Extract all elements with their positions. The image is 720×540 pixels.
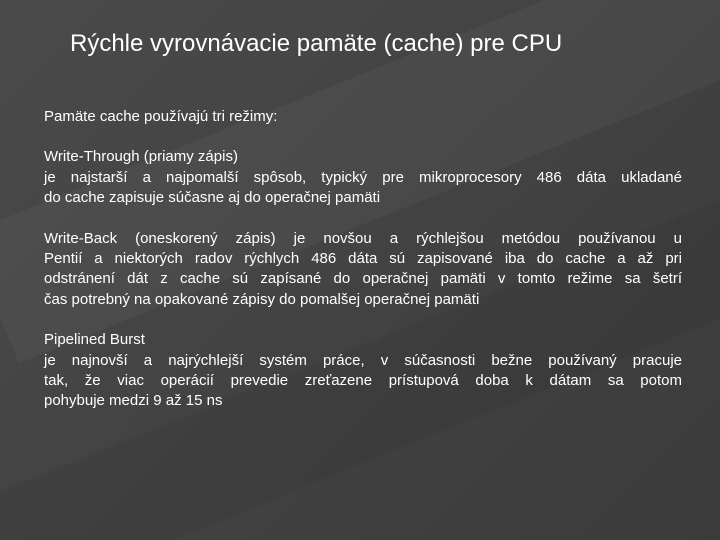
mode-line: Pentií a niektorých radov rýchlych 486 dáta sú zapisované iba do cache a až pri [44, 250, 682, 268]
mode-line: Write-Back (oneskorený zápis) je novšou a rýchlejšou metódou používanou u [44, 229, 682, 247]
slide-title: Rýchle vyrovnávacie pamäte (cache) pre CPU [70, 30, 563, 57]
mode-heading: Write-Through (priamy zápis) [44, 148, 238, 166]
mode-line: pohybuje medzi 9 až 15 ns [44, 392, 223, 410]
mode-line: čas potrebný na opakované zápisy do pomalšej operačnej pamäti [44, 290, 480, 308]
mode-line: do cache zapisuje súčasne aj do operačnej pamäti [44, 189, 381, 207]
mode-heading: Pipelined Burst [44, 331, 145, 349]
mode-pipelined-burst [44, 330, 682, 412]
mode-line: odstránení dát z cache sú zapísané do operačnej pamäti v tomto režime sa šetrí [44, 270, 682, 288]
slide-body [44, 107, 682, 412]
intro-text: Pamäte cache používajú tri režimy: [44, 108, 278, 125]
mode-write-back [44, 229, 682, 311]
mode-line: je najnovší a najrýchlejší systém práce, v súčasnosti bežne používaný pracuje [44, 351, 682, 369]
mode-write-through [44, 147, 682, 208]
mode-line: tak, že viac operácií prevedie zreťazene prístupová doba k dátam sa potom [44, 372, 682, 390]
mode-line: je najstarší a najpomalší spôsob, typický pre mikroprocesory 486 dáta ukladané [44, 168, 682, 186]
